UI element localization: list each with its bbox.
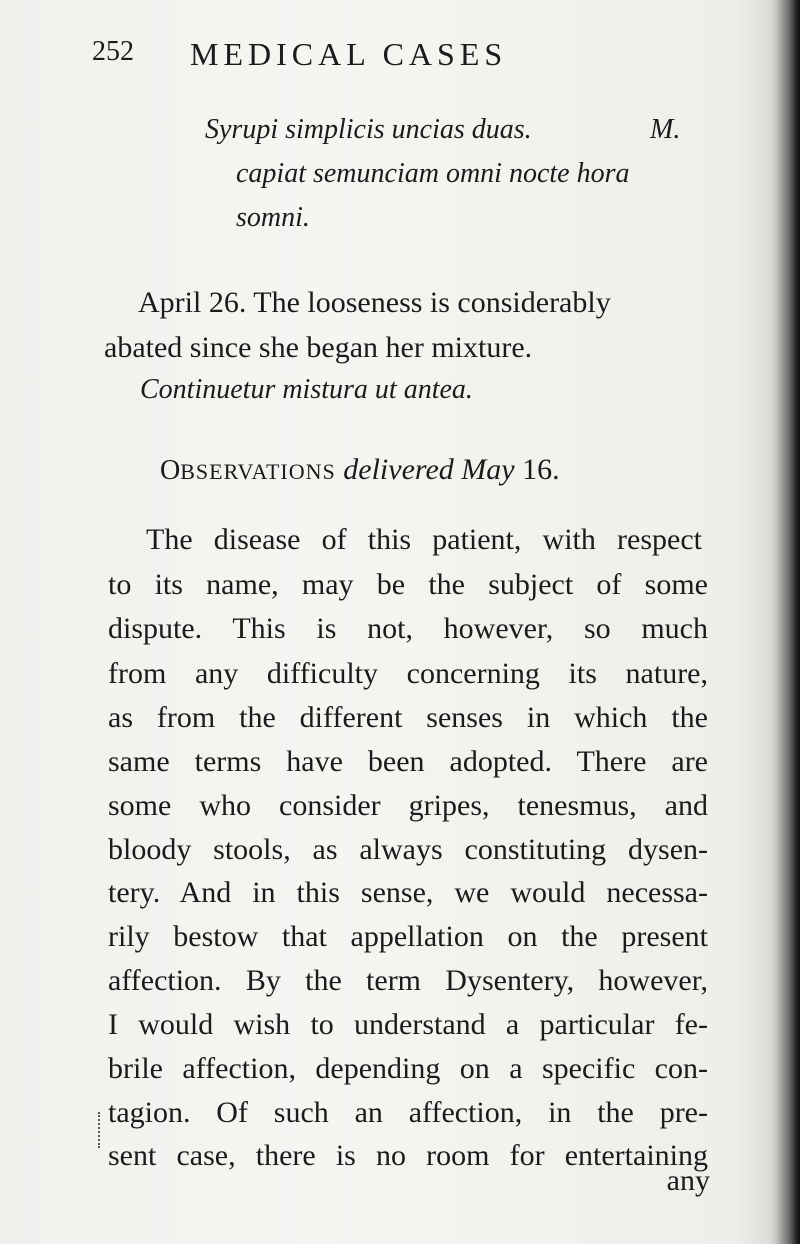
body-line: to its name, may be the subject of some: [108, 568, 708, 601]
heading-small-caps: BSERVATIONS: [180, 459, 336, 484]
body-line: some who consider gripes, tenesmus, and: [108, 789, 708, 822]
body-line: The disease of this patient, with respect: [146, 523, 702, 556]
body-line: same terms have been adopted. There are: [108, 745, 708, 778]
body-line: I would wish to understand a particular fe-: [108, 1008, 708, 1041]
body-line: tagion. Of such an affection, in the pre-: [108, 1096, 708, 1129]
prescription-line-1-end: M.: [650, 114, 681, 145]
body-line: brile affection, depending on a specific con-: [108, 1052, 708, 1085]
margin-mark: [98, 1112, 103, 1148]
body-line: as from the different senses in which the: [108, 701, 708, 734]
entry-line-2: abated since she began her mixture.: [104, 331, 533, 364]
observations-heading: [160, 455, 560, 485]
page-number: 252: [92, 36, 134, 67]
prescription-line-2: capiat semunciam omni nocte hora: [236, 158, 630, 189]
body-line: affection. By the term Dysentery, however,: [108, 964, 708, 997]
body-line: from any difficulty concerning its nature,: [108, 657, 708, 690]
entry-order: Continuetur mistura ut antea.: [140, 374, 473, 405]
heading-day: 16.: [522, 453, 560, 486]
prescription-line-1: Syrupi simplicis uncias duas.: [205, 114, 532, 145]
heading-italic: delivered May: [343, 453, 515, 486]
catchword: any: [666, 1164, 710, 1197]
entry-line-1: April 26. The looseness is considerably: [138, 286, 611, 319]
body-line: tery. And in this sense, we would necessa-: [108, 876, 708, 909]
heading-initial: O: [160, 455, 181, 486]
prescription-line-3: somni.: [236, 202, 310, 233]
running-title: MEDICAL CASES: [190, 36, 508, 72]
body-line: bloody stools, as always constituting dysen-: [108, 833, 708, 866]
page-edge-shadow: [770, 0, 800, 1244]
body-line: rily bestow that appellation on the present: [108, 920, 708, 953]
body-line: dispute. This is not, however, so much: [108, 612, 708, 645]
body-line: sent case, there is no room for entertaining: [108, 1139, 708, 1172]
